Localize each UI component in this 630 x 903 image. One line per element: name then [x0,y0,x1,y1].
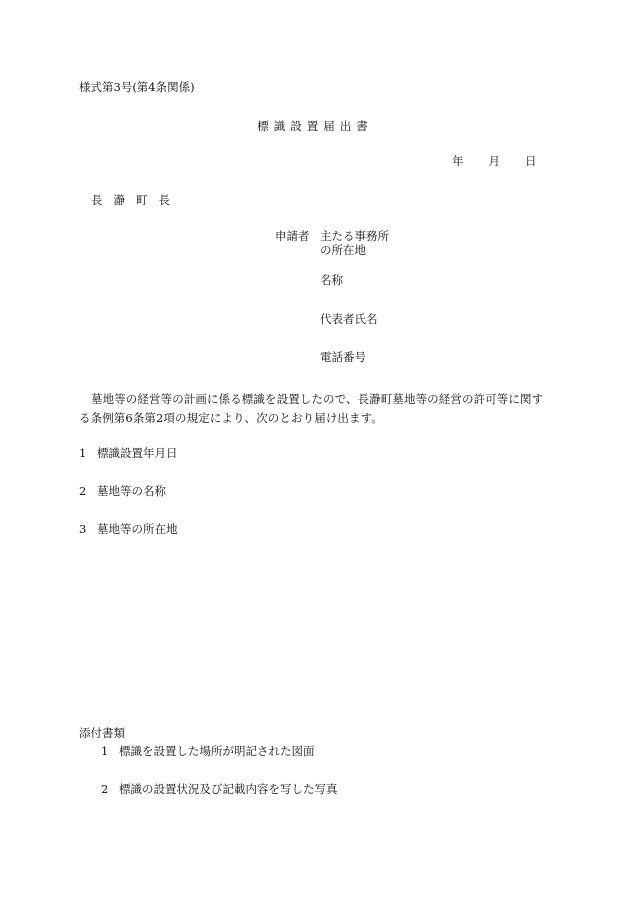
attachments-heading: 添付書類 [79,726,125,740]
item-label: 標識設置年月日 [97,446,178,460]
attachment-item [101,784,338,796]
date-line [452,156,537,168]
item-number: 2 [79,484,87,498]
item-label: 墓地等の名称 [97,484,166,498]
attachment-number: 1 [101,744,109,758]
applicant-label: 申請者 [275,229,310,243]
office-address-label: 主たる事務所 [320,229,389,243]
office-address-label-cont: の所在地 [320,243,366,257]
item-label: 墓地等の所在地 [97,522,178,536]
item-installation-date [79,448,178,460]
addressee: 長瀞町長 [91,193,181,207]
attachment-number: 2 [101,782,109,796]
item-number: 1 [79,446,87,460]
date-month: 月 [488,154,500,168]
body-paragraph: 墓地等の経営等の計画に係る標識を設置したので、長瀞町墓地等の経営の許可等に関する条例第6条第2項の規定により、次のとおり届け出ます。 [79,392,544,425]
attachment-item [101,746,315,758]
item-cemetery-name [79,486,166,498]
attachment-label: 標識を設置した場所が明記された図面 [119,744,315,758]
date-day: 日 [525,154,537,168]
item-cemetery-location [79,524,178,536]
phone-number-label: 電話番号 [320,350,366,364]
representative-name-label: 代表者氏名 [320,312,378,326]
item-number: 3 [79,522,87,536]
name-label: 名称 [320,273,343,287]
form-number: 様式第3号(第4条関係) [79,80,195,94]
document-title: 標識設置届出書 [257,119,373,133]
attachment-label: 標識の設置状況及び記載内容を写した写真 [119,782,338,796]
date-year: 年 [452,154,464,168]
